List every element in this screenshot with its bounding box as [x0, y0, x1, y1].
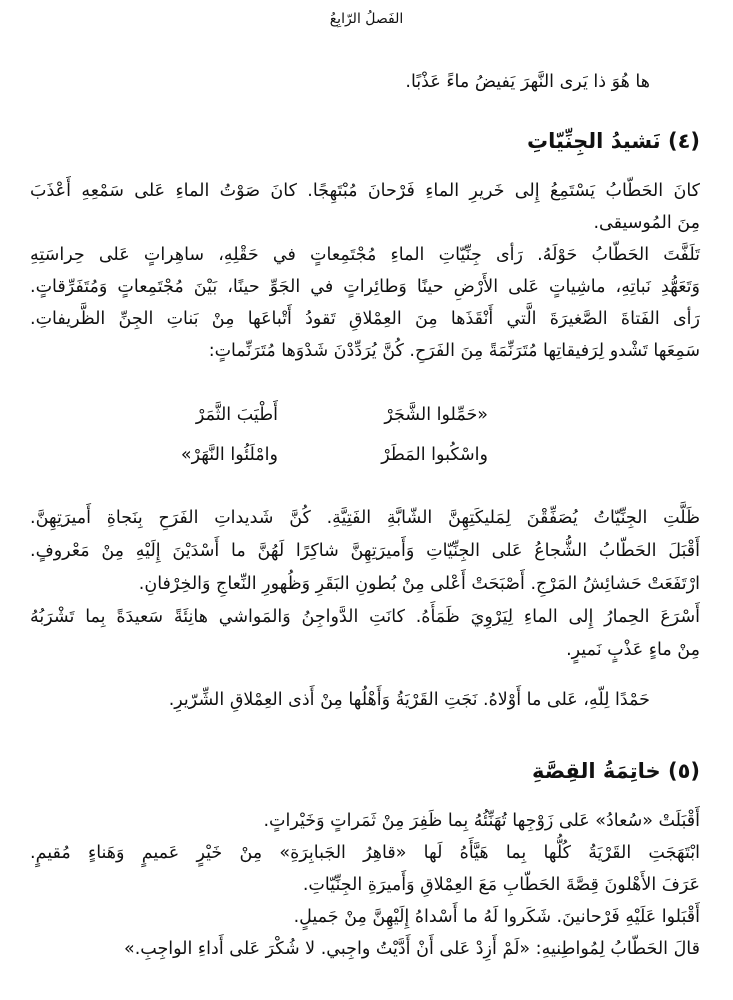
- paragraph-line: ابْتَهَجَتِ القَرْيَةُ كُلُّها بِما هَيَّأَهُ لَها «قاهِرُ الجَبابِرَةِ» مِنْ خَيْرٍ عَميمٍ وَهَناءٍ مُقيمٍ.: [30, 843, 700, 863]
- paragraph-line: تَلَفَّتَ الحَطّابُ حَوْلَهُ. رَأى جِنِّيّاتِ الماءِ مُجْتَمِعاتٍ في حَقْلِهِ، ساهِراتٍ عَلى حِراسَتِهِ: [30, 245, 700, 265]
- paragraph-line: ارْتَفَعَتْ حَشائِشُ المَرْجِ. أَصْبَحَتْ أَعْلى مِنْ بُطونِ البَقَرِ وَظُهورِ النِّعاجِ وَالخِرْفانِ.: [138, 574, 700, 594]
- paragraph-line: وَتَعَهُّدِ نَباتِهِ، ماشِياتٍ عَلى الأَرْضِ حينًا وَطائِراتٍ في الجَوِّ حينًا، بَيْنَ مُجْتَمِعاتٍ وَمُتَفَرِّقاتٍ.: [30, 277, 700, 297]
- paragraph-line: أَقْبَلوا عَلَيْهِ فَرْحانينَ. شَكَروا لَهُ ما أَسْداهُ إِلَيْهِنَّ مِنْ جَميلٍ.: [293, 907, 700, 927]
- section-5-heading: (٥) خاتِمَةُ القِصَّةِ: [531, 759, 700, 783]
- paragraph-line: حَمْدًا لِلّهِ، عَلى ما أَوْلاهُ. نَجَتِ القَرْيَةُ وَأَهْلُها مِنْ أَذى العِمْلاقِ الشِّرّيرِ.: [168, 690, 650, 710]
- paragraph-line: مِنَ المُوسيقى.: [593, 213, 700, 233]
- paragraph-line: أَسْرَعَ الحِمارُ إِلى الماءِ لِيَرْوِيَ ظَمَأَهُ. كانَتِ الدَّواجِنُ وَالمَواشي هانِئَةً سَعيدَةً بِما تَشْرَبُهُ: [30, 607, 700, 627]
- verse-line-1-second-half: أَطْيَبَ الثَّمَرْ: [195, 405, 278, 425]
- paragraph-line: كانَ الحَطّابُ يَسْتَمِعُ إِلى خَريرِ الماءِ فَرْحانَ مُبْتَهِجًا. كانَ صَوْتُ الماءِ عَلى سَمْعِهِ أَعْذَبَ: [30, 181, 700, 201]
- chapter-running-header: الفَصلُ الرّابِعُ: [329, 11, 404, 27]
- intro-line: ها هُوَ ذا يَرى النَّهرَ يَفيضُ ماءً عَذْبًا.: [405, 72, 650, 92]
- paragraph-line: قالَ الحَطّابُ لِمُواطِنيهِ: «لَمْ أَزِدْ عَلى أَنْ أَدَّيْتُ واجِبي. لا شُكْرَ عَلى أَداءِ الواجِبِ.»: [124, 939, 700, 959]
- paragraph-line: أَقْبَلَتْ «سُعادُ» عَلى زَوْجِها تُهَنِّئُهُ بِما ظَفِرَ مِنْ ثَمَراتٍ وَخَيْراتٍ.: [263, 811, 700, 831]
- paragraph-line: مِنْ ماءٍ عَذْبٍ نَميرٍ.: [566, 640, 700, 660]
- paragraph-line: أَقْبَلَ الحَطّابُ الشُّجاعُ عَلى الجِنِّيّاتِ وَأَميرَتِهِنَّ شاكِرًا لَهُنَّ ما أَسْدَيْنَ إِلَيْهِ مِنْ مَعْروفٍ.: [30, 541, 700, 561]
- paragraph-line: سَمِعَها تَشْدو لِرَفيقاتِها مُتَرَنِّمَةً مِنَ الفَرَحِ. كُنَّ يُرَدِّدْنَ شَدْوَها مُتَرَنِّماتٍ:: [208, 341, 700, 361]
- verse-line-1-first-half: «حَمِّلوا الشَّجَرْ: [384, 405, 488, 425]
- verse-line-2-first-half: واسْكُبوا المَطَرْ: [381, 445, 488, 465]
- section-4-heading: (٤) نَشيدُ الجِنِّيّاتِ: [527, 129, 700, 153]
- paragraph-line: ظَلَّتِ الجِنِّيّاتُ يُصَفِّقْنَ لِمَليكَتِهِنَّ الشّابَّةِ الفَتِيَّةِ. كُنَّ شَديداتِ الفَرَحِ بِنَجاةِ أَميرَتِهِنَّ.: [30, 508, 700, 528]
- verse-line-2-second-half: وامْلَئُوا النَّهَرْ»: [180, 445, 278, 465]
- paragraph-line: رَأى الفَتاةَ الصَّغيرَةَ الَّتي أَنْقَذَها مِنَ العِمْلاقِ تَقودُ أَتْباعَها مِنْ بَناتِ الجِنِّ الظَّريفاتِ.: [30, 309, 700, 329]
- paragraph-line: عَرَفَ الأَهْلونَ قِصَّةَ الحَطّابِ مَعَ العِمْلاقِ وَأَميرَةِ الجِنِّيّاتِ.: [302, 875, 700, 895]
